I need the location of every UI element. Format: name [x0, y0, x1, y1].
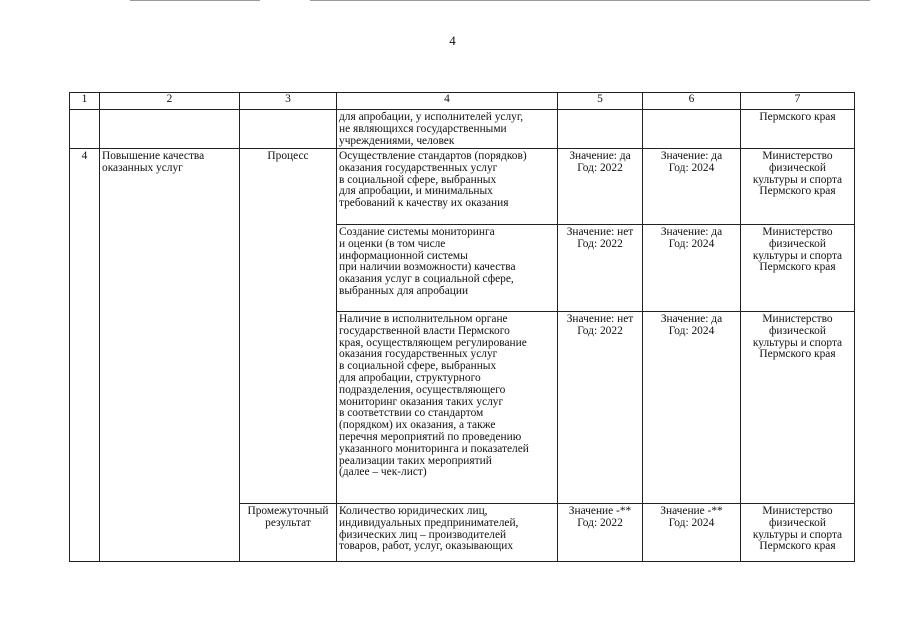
row-value-2022: Значение: нет Год: 2022 [558, 225, 643, 312]
row-responsible: Министерство физической культуры и спорта Пермского края [741, 225, 855, 312]
row-description: Создание системы мониторинга и оценки (в том числе информационной системы при наличии возможности) качества оказания услуг в социальной сфере, выбранных для апробации [337, 225, 558, 312]
row-description: Осуществление стандартов (порядков) оказания государственных услуг в социальной сфере, выбранных для апробации, и минимальных требований к качеству их оказания [337, 149, 558, 225]
type-interim-result: Промежуточный результат [240, 504, 337, 562]
type-process: Процесс [240, 149, 337, 504]
empty-cell [100, 110, 240, 149]
empty-cell [643, 110, 741, 149]
row-value-2024: Значение: да Год: 2024 [643, 312, 741, 504]
row-value-2022: Значение: нет Год: 2022 [558, 312, 643, 504]
row-description: Наличие в исполнительном органе государственной власти Пермского края, осуществляющем регулирование оказания государственных услуг в социальной сфере, выбранных для апробации, структурного подразделения, осуществляющего мониторинг оказания таких услуг в соответствии со стандартом (порядком) их оказания, а также перечня мероприятий по проведению указанного мониторинга и показателей реализации таких мероприятий (далее – чек-лист) [337, 312, 558, 504]
top-edge-rule [310, 0, 870, 1]
group-name: Повышение качества оказанных услуг [100, 149, 240, 562]
row-value-2024: Значение: да Год: 2024 [643, 149, 741, 225]
table-header-row [70, 93, 855, 110]
table-row-continuation [70, 110, 855, 149]
header-cell: 3 [240, 93, 337, 110]
row-responsible: Министерство физической культуры и спорта Пермского края [741, 504, 855, 562]
row-responsible: Министерство физической культуры и спорта Пермского края [741, 149, 855, 225]
header-cell: 5 [558, 93, 643, 110]
group-number: 4 [70, 149, 100, 562]
header-cell: 1 [70, 93, 100, 110]
header-cell: 7 [741, 93, 855, 110]
row-responsible: Министерство физической культуры и спорта Пермского края [741, 312, 855, 504]
header-cell: 6 [643, 93, 741, 110]
row-value-2024: Значение -** Год: 2024 [643, 504, 741, 562]
empty-cell [240, 110, 337, 149]
row-value-2024: Значение: да Год: 2024 [643, 225, 741, 312]
header-cell: 4 [337, 93, 558, 110]
empty-cell [70, 110, 100, 149]
document-table [69, 92, 855, 562]
header-cell: 2 [100, 93, 240, 110]
page-number: 4 [449, 33, 456, 48]
row-value-2022: Значение -** Год: 2022 [558, 504, 643, 562]
continuation-description: для апробации, у исполнителей услуг, не являющихся государственными учреждениями, человек [337, 110, 558, 149]
continuation-responsible: Пермского края [741, 110, 855, 149]
row-value-2022: Значение: да Год: 2022 [558, 149, 643, 225]
top-edge-rule [130, 0, 260, 1]
row-description: Количество юридических лиц, индивидуальных предпринимателей, физических лиц – производителей товаров, работ, услуг, оказывающих [337, 504, 558, 562]
table-row [70, 149, 855, 225]
empty-cell [558, 110, 643, 149]
